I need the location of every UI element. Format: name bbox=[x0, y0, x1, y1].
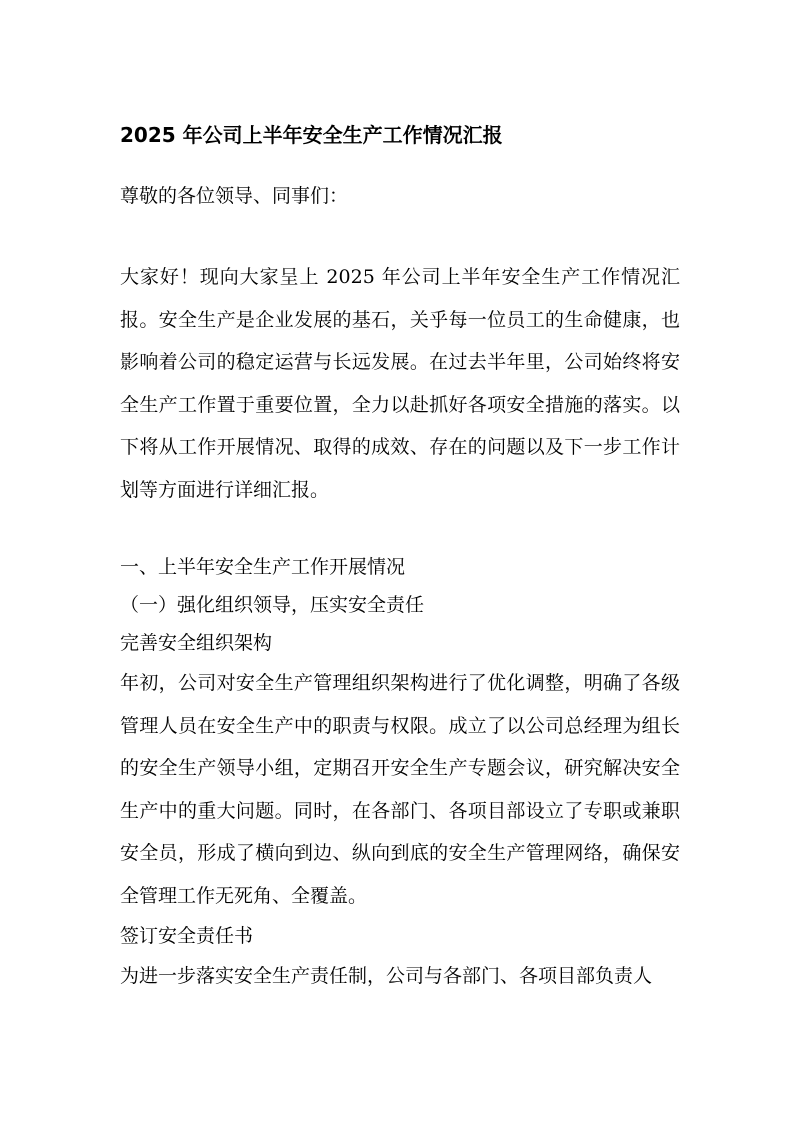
section-1 bbox=[120, 548, 680, 998]
intro-section bbox=[120, 256, 680, 511]
intro-paragraph: 大家好！现向大家呈上 2025 年公司上半年安全生产工作情况汇报。安全生产是企业发展的基石，关乎每一位员工的生命健康，也影响着公司的稳定运营与长远发展。在过去半年里，公司始终将安全生产工作置于重要位置，全力以赴抓好各项安全措施的落实。以下将从工作开展情况、取得的成效、存在的问题以及下一步工作计划等方面进行详细汇报。 bbox=[120, 266, 680, 501]
item-1-heading: 完善安全组织架构 bbox=[120, 632, 273, 654]
item-1-paragraph: 年初，公司对安全生产管理组织架构进行了优化调整，明确了各级管理人员在安全生产中的职责与权限。成立了以公司总经理为组长的安全生产领导小组，定期召开安全生产专题会议，研究解决安全生产中的重大问题。同时，在各部门、各项目部设立了专职或兼职安全员，形成了横向到边、纵向到底的安全生产管理网络，确保安全管理工作无死角、全覆盖。 bbox=[120, 672, 680, 907]
item-2-heading: 签订安全责任书 bbox=[120, 925, 254, 947]
section-1-heading: 一、上半年安全生产工作开展情况 bbox=[120, 556, 406, 578]
item-2-paragraph: 为进一步落实安全生产责任制，公司与各部门、各项目部负责人 bbox=[120, 965, 653, 987]
subsection-1-heading: （一）强化组织领导，压实安全责任 bbox=[120, 594, 425, 616]
document-title: 2025 年公司上半年安全生产工作情况汇报 bbox=[120, 123, 503, 147]
salutation: 尊敬的各位领导、同事们： bbox=[120, 185, 349, 207]
